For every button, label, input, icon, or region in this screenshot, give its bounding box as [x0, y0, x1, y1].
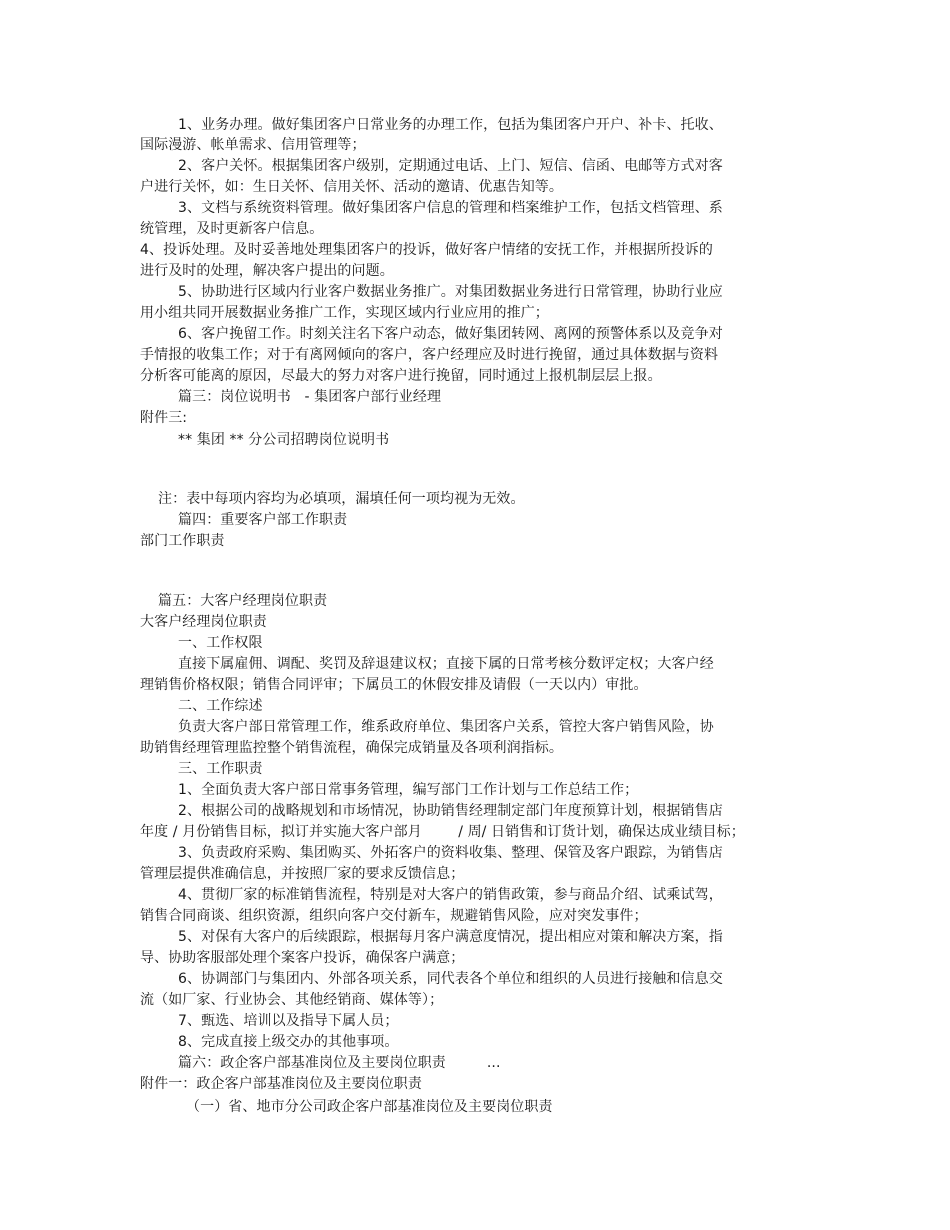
text-line: 导、协助客服部处理个案客户投诉，确保客户满意； — [140, 950, 465, 966]
section-heading: 篇五：大客户经理岗位职责 — [158, 593, 328, 609]
subheading: 二、工作综述 — [178, 698, 263, 714]
section-heading: 篇三：岗位说明书 - 集团客户部行业经理 — [178, 389, 442, 405]
text-line: 国际漫游、帐单需求、信用管理等； — [140, 137, 366, 153]
text-line: 4、投诉处理。及时妥善地处理集团客户的投诉，做好客户情绪的安抚工作，并根据所投诉的 — [140, 242, 714, 258]
text-line: 统管理，及时更新客户信息。 — [140, 221, 324, 237]
note-line: 注：表中每项内容均为必填项，漏填任何一项均视为无效。 — [158, 491, 525, 507]
text-line: 管理层提供准确信息，并按照厂家的要求反馈信息； — [140, 866, 465, 882]
text-line: 助销售经理管理监控整个销售流程，确保完成销量及各项利润指标。 — [140, 740, 563, 756]
text-line: 5、协助进行区域内行业客户数据业务推广。对集团数据业务进行日常管理，协助行业应 — [178, 284, 723, 300]
text-line: 年度 / 月份销售目标，拟订并实施大客户部月 / 周/ 日销售和订货计划，确保达成业绩目标； — [140, 824, 745, 840]
text-line: 3、负责政府采购、集团购买、外拓客户的资料收集、整理、保管及客户跟踪，为销售店 — [178, 845, 723, 861]
section-heading: 篇四：重要客户部工作职责 — [178, 512, 348, 528]
text-line: 户进行关怀，如：生日关怀、信用关怀、活动的邀请、优惠告知等。 — [140, 179, 563, 195]
text-line: 分析客可能离的原因，尽最大的努力对客户进行挽留，同时通过上报机制层层上报。 — [140, 368, 662, 384]
text-line: 手情报的收集工作；对于有离网倾向的客户，客户经理应及时进行挽留，通过具体数据与资料 — [140, 347, 719, 363]
text-line: 8、完成直接上级交办的其他事项。 — [178, 1034, 399, 1050]
text-line: 1、全面负责大客户部日常事务管理，编写部门工作计划与工作总结工作； — [178, 782, 639, 798]
subheading: 三、工作职责 — [178, 761, 263, 777]
text-line: 4、贯彻厂家的标准销售流程，特别是对大客户的销售政策，参与商品介绍、试乘试驾， — [178, 887, 723, 903]
text-line: 流（如厂家、行业协会、其他经销商、媒体等）； — [140, 992, 444, 1008]
text-line: 负责大客户部日常管理工作，维系政府单位、集团客户关系，管控大客户销售风险，协 — [178, 719, 714, 735]
text-line: 用小组共同开展数据业务推广工作，实现区域内行业应用的推广； — [140, 305, 549, 321]
text-line: 3、文档与系统资料管理。做好集团客户信息的管理和档案维护工作，包括文档管理、系 — [178, 200, 723, 216]
text-line: 附件三: — [140, 410, 188, 426]
text-line: 2、根据公司的战略规划和市场情况，协助销售经理制定部门年度预算计划，根据销售店 — [178, 803, 723, 819]
text-line: ** 集团 ** 分公司招聘岗位说明书 — [178, 432, 390, 448]
text-line: 直接下属雇佣、调配、奖罚及辞退建议权；直接下属的日常考核分数评定权；大客户经 — [178, 656, 714, 672]
text-line: 销售合同商谈、组织资源，组织向客户交付新车，规避销售风险，应对突发事件； — [140, 908, 648, 924]
text-line: 7、甄选、培训以及指导下属人员； — [178, 1013, 399, 1029]
text-line: 进行及时的处理，解决客户提出的问题。 — [140, 263, 394, 279]
subheading: 一、工作权限 — [178, 635, 263, 651]
text-line: 理销售价格权限；销售合同评审；下属员工的休假安排及请假（一天以内）审批。 — [140, 677, 648, 693]
text-line: 1、业务办理。做好集团客户日常业务的办理工作，包括为集团客户开户、补卡、托收、 — [178, 117, 723, 133]
text-line: 5、对保有大客户的后续跟踪，根据每月客户满意度情况，提出相应对策和解决方案，指 — [178, 929, 723, 945]
text-line: 6、协调部门与集团内、外部各项关系，同代表各个单位和组织的人员进行接触和信息交 — [178, 971, 723, 987]
text-line: 6、客户挽留工作。时刻关注名下客户动态，做好集团转网、离网的预警体系以及竞争对 — [178, 326, 723, 342]
text-line: （一）省、地市分公司政企客户部基准岗位及主要岗位职责 — [186, 1099, 553, 1115]
section-heading: 篇六：政企客户部基准岗位及主要岗位职责 ... — [178, 1055, 501, 1071]
text-line: 部门工作职责 — [140, 533, 225, 549]
text-line: 附件一：政企客户部基准岗位及主要岗位职责 — [140, 1076, 422, 1092]
text-line: 2、客户关怀。根据集团客户级别，定期通过电话、上门、短信、信函、电邮等方式对客 — [178, 158, 723, 174]
text-line: 大客户经理岗位职责 — [140, 614, 267, 630]
